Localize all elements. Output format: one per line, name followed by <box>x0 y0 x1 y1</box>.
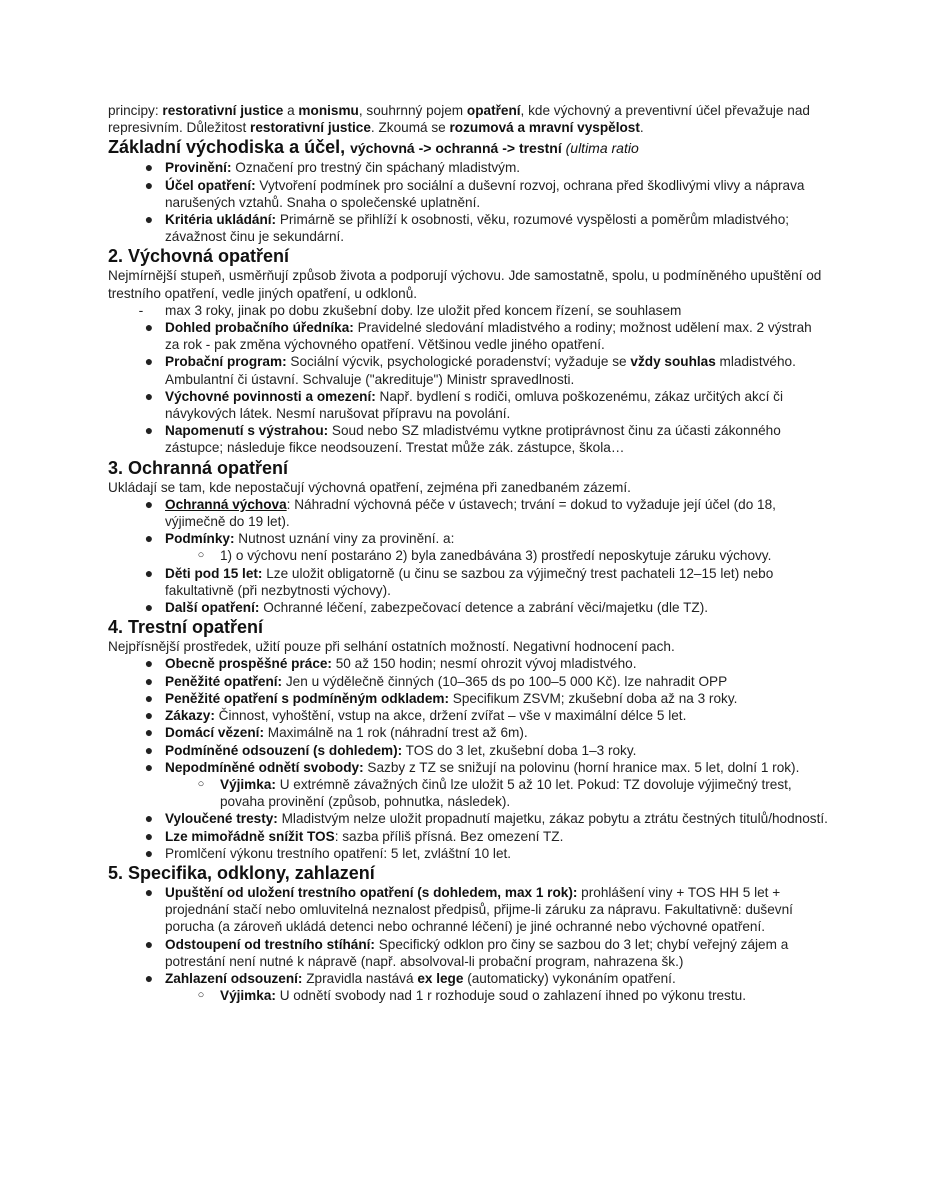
bullet-icon: ● <box>144 564 154 581</box>
item-text: Podmínky: Nutnost uznání viny za provinění. a: <box>165 531 455 547</box>
list-item <box>108 742 828 759</box>
section-5-heading: 5. Specifika, odklony, zahlazení <box>108 862 375 883</box>
circle-bullet-icon: ○ <box>197 549 205 562</box>
section-2-intro: Nejmírnější stupeň, usměrňují způsob života a podporují výchovu. Jde samostatně, spolu, u podmíněného upuštění od trestního opatření, vedle jiných opatření, u odklonů. <box>108 268 822 301</box>
list-item <box>108 655 828 672</box>
item-text: Zákazy: Činnost, vyhoštění, vstup na akce, držení zvířat – vše v maximální délce 5 let. <box>165 708 687 724</box>
document-page <box>108 102 828 1004</box>
bullet-icon: ● <box>144 530 154 547</box>
bullet-icon: ● <box>144 969 154 986</box>
list-item <box>108 496 828 530</box>
list-item <box>108 388 828 422</box>
list-item <box>108 936 828 970</box>
bullet-icon: ● <box>144 159 154 176</box>
list-item <box>108 724 828 741</box>
item-text: Výchovné povinnosti a omezení: Např. bydlení s rodiči, omluva poškozenému, zákaz určitých akcí či návykových látek. Nesmí narušovat přípravu na povolání. <box>165 388 783 422</box>
bullet-icon: ● <box>144 883 154 900</box>
bullet-icon: ● <box>144 810 154 827</box>
item-text: Promlčení výkonu trestního opatření: 5 let, zvláštní 10 let. <box>165 845 512 861</box>
item-text: Odstoupení od trestního stíhání: Specifický odklon pro činy se sazbou do 3 let; chybí veřejný zájem a potrestání není nutné k nápravě (např. absolvoval-li probační program, nahrazena šk.) <box>165 936 789 969</box>
item-text: Napomenutí s výstrahou: Soud nebo SZ mladistvému vytkne protiprávnost činu za účasti zákonného zástupce; následuje fikce neodsouzení. Trestat může zák. zástupce, škola… <box>165 423 781 456</box>
item-text: Dohled probačního úředníka: Pravidelné sledování mladistvého a rodiny; možnost udělení max. 2 výstrah za rok - pak změna výchovného opatření. Většinou vedle jiného opatření. <box>165 320 812 353</box>
item-text: Vytvoření podmínek pro sociální a duševní rozvoj, ochrana před škodlivými vlivy a náprava narušených vztahů. Snaha o společenské uplatnění. <box>165 177 805 210</box>
item-text: Ochranná výchova: Náhradní výchovná péče v ústavech; trvání = dokud to vyžaduje její účel (do 18, výjimečně do 19 let). <box>165 496 776 530</box>
item-label: Účel opatření: <box>165 177 256 193</box>
bullet-icon: ● <box>144 422 154 439</box>
sub-list-item <box>108 987 828 1004</box>
item-text: Děti pod 15 let: Lze uložit obligatorně (u činu se sazbou za výjimečný trest pachateli 12–15 let) nebo fakultativně (při nezbytnosti výchovy). <box>165 565 774 598</box>
list-item <box>108 828 828 845</box>
item-text: Primárně se přihlíží k osobnosti, věku, rozumové vyspělosti a poměrům mladistvého; závažnost činu je sekundární. <box>165 212 790 245</box>
item-text: Vyloučené tresty: Mladistvým nelze uložit propadnutí majetku, zákaz pobytu a ztrátu čestných titulů/hodností. <box>165 811 828 827</box>
section-4-intro: Nejpřísnější prostředek, užití pouze při selhání ostatních možností. Negativní hodnocení pach. <box>108 639 675 655</box>
item-text: Další opatření: Ochranné léčení, zabezpečovací detence a zabrání věci/majetku (dle TZ). <box>165 600 709 616</box>
bullet-icon: ● <box>144 387 154 404</box>
section-1-heading-italic: (ultima ratio <box>561 140 639 157</box>
bullet-icon: ● <box>144 353 154 370</box>
section-1-heading-main: Základní východiska a účel, <box>108 137 351 158</box>
list-item <box>108 673 828 690</box>
item-label: Kritéria ukládání: <box>165 212 277 228</box>
item-text: Obecně prospěšné práce: 50 až 150 hodin; nesmí ohrozit vývoj mladistvého. <box>165 656 637 672</box>
item-text: Výjimka: U odnětí svobody nad 1 r rozhoduje soud o zahlazení ihned po výkonu trestu. <box>220 988 746 1004</box>
bullet-icon: ● <box>144 741 154 758</box>
section-1-heading-flow: výchovná -> ochranná -> trestní <box>350 140 562 157</box>
list-item <box>108 845 828 862</box>
bullet-icon: ● <box>144 724 154 741</box>
dash-item <box>108 302 828 319</box>
dash-icon: - <box>138 301 144 318</box>
bullet-icon: ● <box>144 689 154 706</box>
item-text: Domácí vězení: Maximálně na 1 rok (náhradní trest až 6m). <box>165 725 528 741</box>
bullet-icon: ● <box>144 672 154 689</box>
list-item <box>108 159 828 176</box>
section-1-list <box>108 159 828 245</box>
item-text: 1) o výchovu není postaráno 2) byla zanedbávána 3) prostředí neposkytuje záruku výchovy. <box>220 548 772 564</box>
list-item <box>108 565 828 599</box>
item-label: Provinění: <box>165 160 232 176</box>
item-text: Nepodmíněné odnětí svobody: Sazby z TZ se snižují na polovinu (horní hranice max. 5 let, dolní 1 rok). <box>165 759 800 775</box>
item-text: Upuštění od uložení trestního opatření (s dohledem, max 1 rok): prohlášení viny + TOS HH 5 let + projednání stačí nebo omluvitelná neznalost předpisů, přijme-li záruku za nápravu. Fakultativně: duševní porucha (a zároveň ukládá detenci nebo ochranné léčení) je jiné ochranné nebo výchovné opatření. <box>165 884 793 935</box>
bullet-icon: ● <box>144 495 154 512</box>
section-4-list <box>108 655 828 861</box>
bullet-icon: ● <box>144 655 154 672</box>
sub-list-item <box>108 547 828 564</box>
section-3-list <box>108 496 828 616</box>
circle-bullet-icon: ○ <box>197 777 205 790</box>
section-2-heading: 2. Výchovná opatření <box>108 246 290 267</box>
section-3-heading: 3. Ochranná opatření <box>108 457 289 478</box>
bullet-icon: ● <box>144 827 154 844</box>
list-item <box>108 530 828 547</box>
item-text: Označení pro trestný čin spáchaný mladistvým. <box>231 160 521 176</box>
list-item <box>108 599 828 616</box>
list-item <box>108 422 828 456</box>
bullet-icon: ● <box>144 707 154 724</box>
list-item <box>108 970 828 987</box>
bullet-icon: ● <box>144 319 154 336</box>
bullet-icon: ● <box>144 758 154 775</box>
item-text: Lze mimořádně snížit TOS: sazba příliš přísná. Bez omezení TZ. <box>165 828 564 844</box>
item-text: max 3 roky, jinak po dobu zkušební doby. lze uložit před koncem řízení, se souhlasem <box>165 302 682 318</box>
list-item <box>108 707 828 724</box>
bullet-icon: ● <box>144 935 154 952</box>
section-1-heading <box>108 137 828 159</box>
bullet-icon: ● <box>144 599 154 616</box>
item-text: Peněžité opatření s podmíněným odkladem: Specifikum ZSVM; zkušební doba až na 3 roky. <box>165 690 738 706</box>
section-3-intro: Ukládají se tam, kde nepostačují výchovná opatření, zejména při zanedbaném zázemí. <box>108 479 631 495</box>
sub-list-item <box>108 776 828 810</box>
bullet-icon: ● <box>144 211 154 228</box>
item-text: Podmíněné odsouzení (s dohledem): TOS do 3 let, zkušební doba 1–3 roky. <box>165 742 637 758</box>
intro-paragraph: principy: restorativní justice a monismu, souhrnný pojem opatření, kde výchovný a preventivní účel převažuje nad represivním. Důležitost restorativní justice. Zkoumá se rozumová a mravní vyspělost. <box>108 103 810 136</box>
list-item <box>108 211 828 245</box>
list-item <box>108 759 828 776</box>
item-text: Peněžité opatření: Jen u výdělečně činných (10–365 ds po 100–5 000 Kč). lze nahradit OPP <box>165 673 728 689</box>
list-item <box>108 884 828 936</box>
item-text: Probační program: Sociální výcvik, psychologické poradenství; vyžaduje se vždy souhlas mladistvého. Ambulantní či ústavní. Schvaluje ("akredituje") Ministr spravedlnosti. <box>165 354 796 387</box>
list-item <box>108 810 828 827</box>
section-5-list <box>108 884 828 1004</box>
item-text: Zahlazení odsouzení: Zpravidla nastává ex lege (automaticky) vykonáním opatření. <box>165 970 676 986</box>
section-4-heading: 4. Trestní opatření <box>108 617 264 638</box>
item-text: Výjimka: U extrémně závažných činů lze uložit 5 až 10 let. Pokud: TZ dovoluje výjimečný trest, povaha provinění (způsob, pohnutka, následek). <box>220 776 792 810</box>
list-item <box>108 177 828 211</box>
section-2-list <box>108 302 828 457</box>
list-item <box>108 353 828 387</box>
circle-bullet-icon: ○ <box>197 989 205 1002</box>
list-item <box>108 319 828 353</box>
bullet-icon: ● <box>144 844 154 861</box>
bullet-icon: ● <box>144 176 154 193</box>
list-item <box>108 690 828 707</box>
